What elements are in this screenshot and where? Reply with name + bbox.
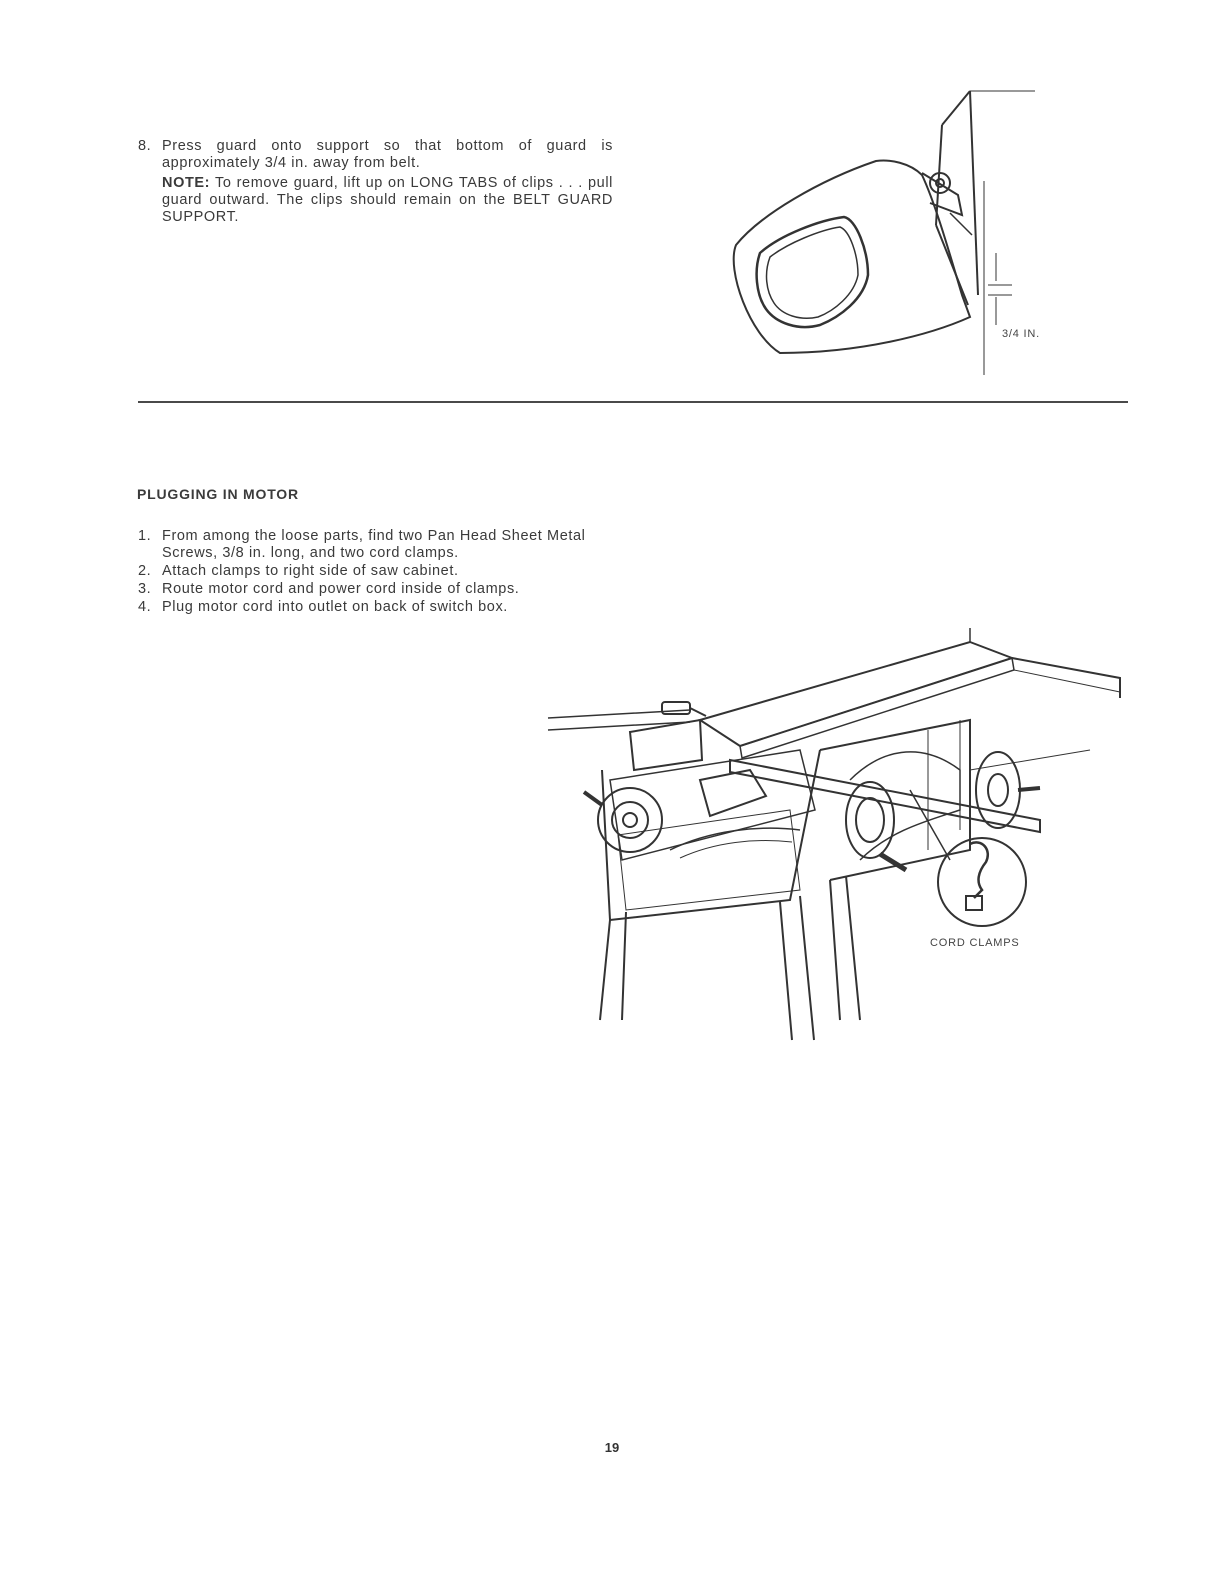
list-item bbox=[138, 581, 618, 598]
step-text: Plug motor cord into outlet on back of switch box. bbox=[162, 599, 508, 615]
step-number: 2. bbox=[138, 563, 152, 579]
belt-guard-drawing bbox=[734, 91, 1035, 375]
step-8 bbox=[138, 138, 613, 226]
page-number: 19 bbox=[604, 1440, 620, 1455]
step-number: 8. bbox=[138, 138, 152, 154]
step-number: 3. bbox=[138, 581, 152, 597]
list-item bbox=[138, 528, 618, 562]
table-saw-figure bbox=[530, 620, 1150, 1040]
list-item bbox=[138, 599, 618, 616]
table-saw-drawing bbox=[548, 628, 1120, 1040]
step-number: 4. bbox=[138, 599, 152, 615]
note-label: NOTE: bbox=[162, 175, 211, 191]
step-text: Press guard onto support so that bottom of guard is approximately 3/4 in. away from belt. bbox=[162, 138, 613, 171]
instruction-steps bbox=[138, 528, 618, 617]
callout-label: CORD CLAMPS bbox=[930, 937, 1020, 949]
note-text: To remove guard, lift up on LONG TABS of clips . . . pull guard outward. The clips should remain on the BELT GUARD SUPPORT. bbox=[162, 175, 613, 225]
note bbox=[162, 175, 613, 226]
belt-guard-figure bbox=[700, 85, 1060, 385]
list-item bbox=[138, 563, 618, 580]
step-text: Route motor cord and power cord inside of clamps. bbox=[162, 581, 520, 597]
step-text: Attach clamps to right side of saw cabinet. bbox=[162, 563, 459, 579]
dimension-label: 3/4 IN. bbox=[1002, 328, 1041, 340]
step-number: 1. bbox=[138, 528, 152, 544]
section-heading: PLUGGING IN MOTOR bbox=[137, 486, 299, 502]
section-divider bbox=[138, 401, 1128, 403]
step-text: From among the loose parts, find two Pan Head Sheet Metal Screws, 3/8 in. long, and two cord clamps. bbox=[162, 528, 586, 561]
